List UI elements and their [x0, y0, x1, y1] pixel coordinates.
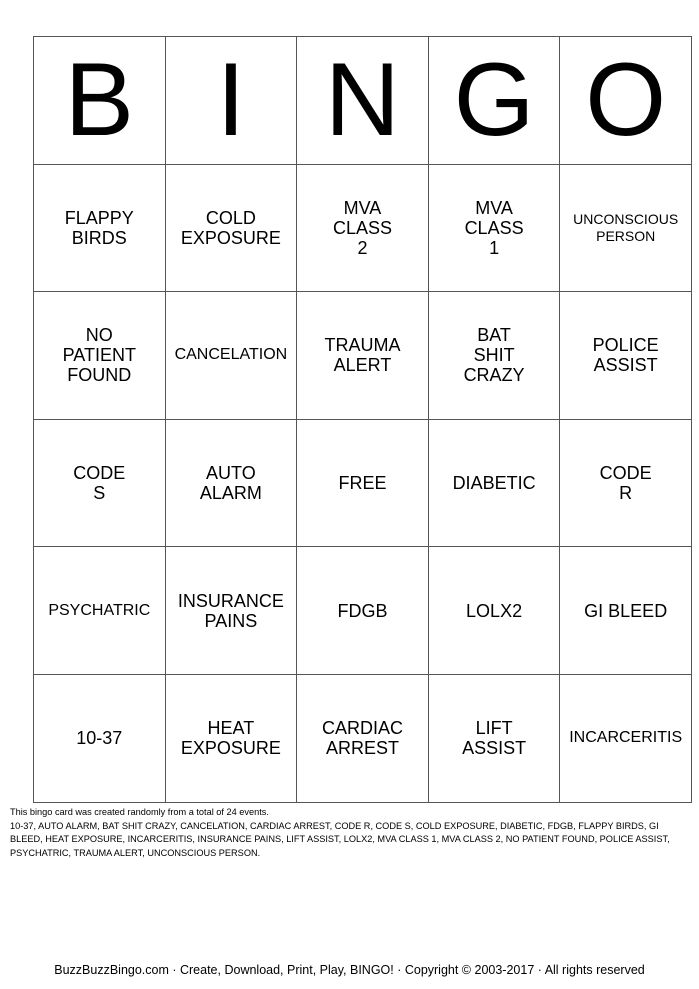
copyright-line: BuzzBuzzBingo.com · Create, Download, Print, Play, BINGO! · Copyright © 2003-2017 · All rights reserved: [54, 963, 645, 977]
grid-row-3: [34, 419, 692, 547]
bingo-cell: BAT SHIT CRAZY: [428, 292, 560, 420]
bingo-cell: AUTO ALARM: [165, 419, 297, 547]
free-space-cell: FREE: [297, 419, 429, 547]
bingo-cell: UNCONSCIOUS PERSON: [560, 164, 692, 292]
header-letter-n: N: [297, 37, 429, 165]
card-info-intro: This bingo card was created randomly from a total of 24 events.: [10, 807, 269, 817]
bingo-cell: INCARCERITIS: [560, 674, 692, 802]
grid-row-4: [34, 547, 692, 675]
bingo-cell: DIABETIC: [428, 419, 560, 547]
bingo-cell: CANCELATION: [165, 292, 297, 420]
card-info-events-list: 10-37, AUTO ALARM, BAT SHIT CRAZY, CANCELATION, CARDIAC ARREST, CODE R, CODE S, COLD EXPOSURE, DIABETIC, FDGB, FLAPPY BIRDS, GI BLEED, HEAT EXPOSURE, INCARCERITIS, INSURANCE PAINS, LIFT ASSIST, LOLX2, MVA CLASS 1, MVA CLASS 2, NO PATIENT FOUND, POLICE ASSIST, PSYCHATRIC, TRAUMA ALERT, UNCONSCIOUS PERSON.: [10, 820, 670, 858]
bingo-cell: LOLX2: [428, 547, 560, 675]
bingo-cell: MVA CLASS 2: [297, 164, 429, 292]
grid-row-1: [34, 164, 692, 292]
header-letter-g: G: [428, 37, 560, 165]
bingo-cell: LIFT ASSIST: [428, 674, 560, 802]
grid-row-2: [34, 292, 692, 420]
header-row: [34, 37, 692, 165]
bingo-cell: CODE R: [560, 419, 692, 547]
bingo-cell: FDGB: [297, 547, 429, 675]
header-letter-o: O: [560, 37, 692, 165]
bingo-cell: 10-37: [34, 674, 166, 802]
grid-row-5: [34, 674, 692, 802]
bingo-cell: NO PATIENT FOUND: [34, 292, 166, 420]
bingo-cell: INSURANCE PAINS: [165, 547, 297, 675]
bingo-cell: TRAUMA ALERT: [297, 292, 429, 420]
bingo-cell: COLD EXPOSURE: [165, 164, 297, 292]
bingo-cell: CARDIAC ARREST: [297, 674, 429, 802]
bingo-cell: HEAT EXPOSURE: [165, 674, 297, 802]
bingo-cell: MVA CLASS 1: [428, 164, 560, 292]
bingo-cell: FLAPPY BIRDS: [34, 164, 166, 292]
bingo-cell: CODE S: [34, 419, 166, 547]
card-info: [10, 806, 682, 860]
header-letter-b: B: [34, 37, 166, 165]
bingo-cell: GI BLEED: [560, 547, 692, 675]
header-letter-i: I: [165, 37, 297, 165]
bingo-cell: POLICE ASSIST: [560, 292, 692, 420]
bingo-card: [33, 36, 692, 803]
bingo-cell: PSYCHATRIC: [34, 547, 166, 675]
